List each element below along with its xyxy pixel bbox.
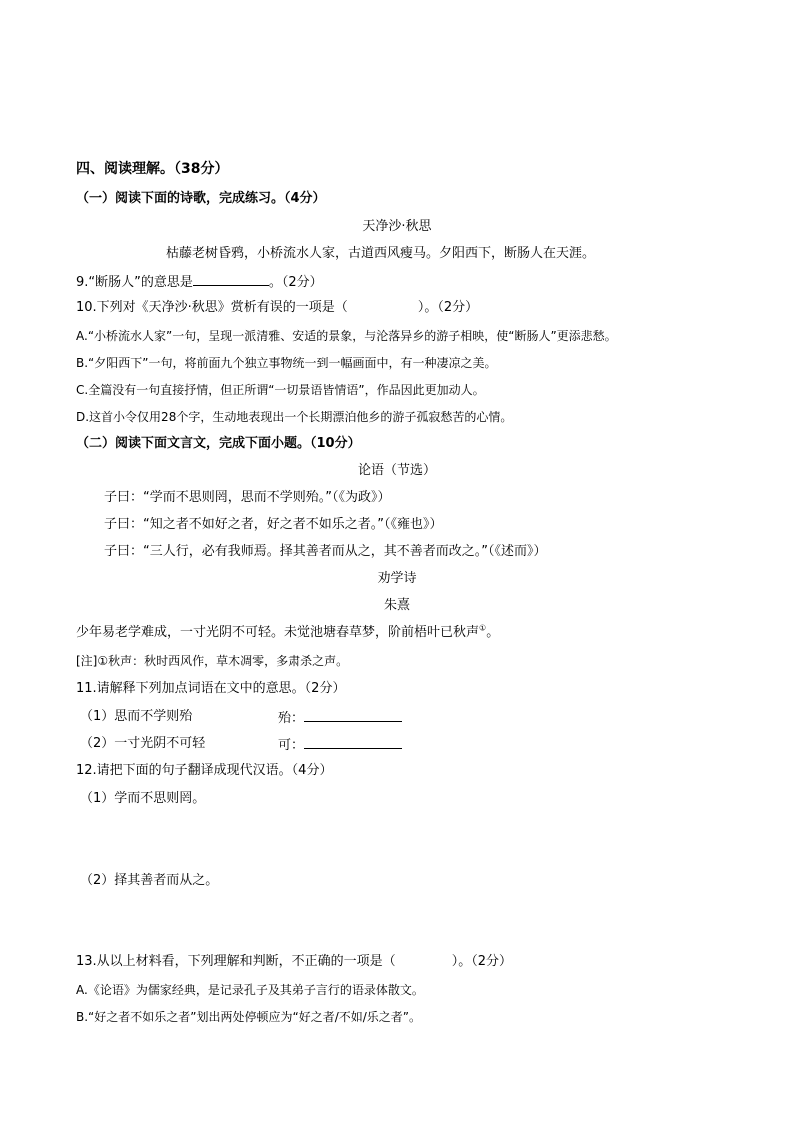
question-11: 11.请解释下列加点词语在文中的意思。（2分） [76,681,346,696]
poem2-text [76,624,499,642]
poem-title: 天净沙·秋思 [362,219,432,234]
q10-option-b: B.“夕阳西下”一句，将前面九个独立事物统一到一幅画面中，有一种凄凉之美。 [76,356,497,370]
poem2-body: 少年易老学难成，一寸光阴不可轻。未觉池塘春草梦，阶前梧叶已秋声 [76,625,480,640]
answer-blank[interactable] [304,735,402,749]
question-13-prefix: 13.从以上材料看，下列理解和判断，不正确的一项是（ [76,954,396,969]
poem2-end: 。 [486,625,500,640]
q11-item-2-word: 可： [278,738,305,753]
q13-option-b: B.“好之者不如乐之者”划出两处停顿应为“好之者/不如/乐之者”。 [76,1010,422,1024]
answer-blank[interactable] [304,708,402,722]
q12-item-1: （1）学而不思则罔。 [80,791,206,806]
poem-text: 枯藤老树昏鸦，小桥流水人家，古道西风瘦马。夕阳西下，断肠人在天涯。 [166,246,596,261]
lunyu-line-3: 子曰：“三人行，必有我师焉。择其善者而从之，其不善者而改之。”（《述而》） [104,544,547,559]
question-9 [76,272,323,292]
q11-item-2-answer [278,735,402,755]
q10-option-a: A.“小桥流水人家”一句，呈现一派清雅、安适的景象，与沦落异乡的游子相映，使“断肠人”更添悲愁。 [76,329,617,343]
footnote-marker: ① [479,623,487,633]
q12-item-2: （2）择其善者而从之。 [80,873,219,888]
q10-option-d: D.这首小令仅用28个字，生动地表现出一个长期漂泊他乡的游子孤寂愁苦的心情。 [76,410,513,424]
q11-item-1-answer [278,708,402,728]
part2-heading: （二）阅读下面文言文，完成下面小题。（10分） [76,436,361,451]
q13-option-a: A.《论语》为儒家经典，是记录孔子及其弟子言行的语录体散文。 [76,983,424,997]
footnote: [注]①秋声：秋时西风作，草木凋零，多肃杀之声。 [76,654,349,668]
poem2-title: 劝学诗 [377,571,417,586]
question-9-prefix: 9.“断肠人”的意思是 [76,275,193,290]
question-10-suffix: ）。（2分） [417,300,479,315]
question-10-prefix: 10.下列对《天净沙·秋思》赏析有误的一项是（ [76,300,348,315]
section-heading: 四、阅读理解。（38分） [76,161,229,177]
poem2-author: 朱熹 [383,598,410,613]
question-12: 12.请把下面的句子翻译成现代汉语。（4分） [76,763,333,778]
lunyu-line-2: 子曰：“知之者不如好之者，好之者不如乐之者。”（《雍也》） [104,517,443,532]
part1-heading: （一）阅读下面的诗歌，完成练习。（4分） [76,191,326,206]
question-9-suffix: 。（2分） [268,275,323,290]
q11-item-1-word: 殆： [278,711,305,726]
q10-option-c: C.全篇没有一句直接抒情，但正所谓“一切景语皆情语”，作品因此更加动人。 [76,383,485,397]
question-13 [76,953,512,971]
question-13-suffix: ）。（2分） [451,954,512,969]
question-10 [76,299,478,317]
q11-item-1: （1）思而不学则殆 [80,709,193,724]
q11-item-2: （2）一寸光阴不可轻 [80,736,206,751]
answer-blank[interactable] [193,272,269,286]
lunyu-line-1: 子曰：“学而不思则罔，思而不学则殆。”（《为政》） [104,490,391,505]
lunyu-title: 论语（节选） [357,463,436,478]
